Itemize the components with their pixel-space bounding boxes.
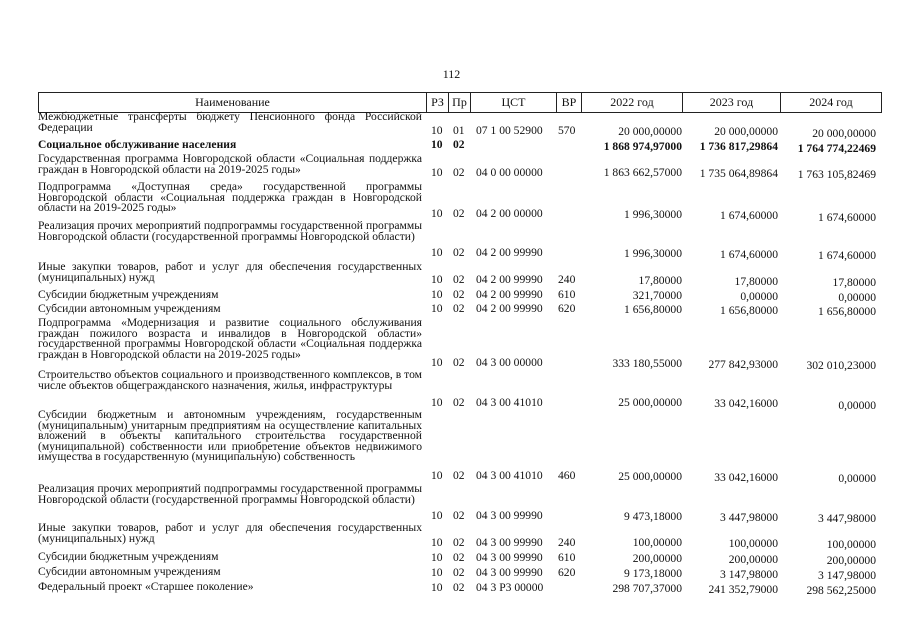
row-2023: 241 352,79000: [708, 583, 778, 596]
row-cst: 04 3 P3 00000: [476, 581, 544, 594]
row-cst: 04 3 00 00000: [476, 356, 543, 369]
row-rz: 10: [431, 581, 443, 594]
row-name: Субсидии бюджетным учреждениям: [38, 550, 219, 563]
row-cst: 04 3 00 99990: [476, 509, 543, 522]
row-2023: 33 042,16000: [714, 471, 778, 484]
row-name: Реализация прочих мероприятий подпрограммы государственной программы Новгородской области (государственной программы Новгородской области): [38, 219, 422, 243]
row-2023: 1 735 064,89864: [699, 167, 778, 180]
header-vr: ВР: [556, 93, 581, 112]
row-2024: 0,00000: [838, 399, 876, 412]
row-pr: 02: [453, 566, 465, 579]
row-cst: 04 2 00 99990: [476, 246, 543, 259]
row-2024: 1 674,60000: [818, 211, 876, 224]
row-2022: 100,00000: [632, 536, 682, 549]
row-rz: 10: [431, 536, 443, 549]
row-2024: 0,00000: [838, 472, 876, 485]
row-pr: 02: [453, 536, 465, 549]
row-cst: 04 3 00 99990: [476, 566, 543, 579]
row-pr: 02: [453, 207, 465, 220]
row-rz: 10: [431, 566, 443, 579]
row-2024: 0,00000: [838, 291, 876, 304]
row-cst: 04 3 00 99990: [476, 536, 543, 549]
row-cst: 04 3 00 41010: [476, 396, 543, 409]
row-2022: 1 656,80000: [624, 303, 682, 316]
header-name: Наименование: [38, 93, 426, 112]
row-pr: 02: [453, 356, 465, 369]
row-pr: 02: [453, 509, 465, 522]
row-2023: 200,00000: [728, 553, 778, 566]
row-2024: 3 147,98000: [818, 569, 876, 582]
row-name: Социальное обслуживание населения: [38, 138, 237, 151]
row-2023: 3 147,98000: [720, 568, 778, 581]
row-2022: 1 863 662,57000: [603, 166, 682, 179]
row-2023: 3 447,98000: [720, 511, 778, 524]
row-rz: 10: [431, 469, 443, 482]
row-2022: 9 473,18000: [624, 510, 682, 523]
row-2023: 20 000,00000: [714, 125, 778, 138]
row-cst: 04 3 00 41010: [476, 469, 543, 482]
row-2024: 1 764 774,22469: [797, 142, 876, 155]
row-rz: 10: [431, 273, 443, 286]
row-pr: 02: [453, 396, 465, 409]
row-2024: 298 562,25000: [806, 584, 876, 597]
row-name: Субсидии автономным учреждениям: [38, 302, 221, 315]
row-2022: 25 000,00000: [618, 396, 682, 409]
row-2023: 1 656,80000: [720, 304, 778, 317]
row-pr: 02: [453, 302, 465, 315]
row-2024: 302 010,23000: [806, 359, 876, 372]
row-pr: 02: [453, 246, 465, 259]
row-2022: 200,00000: [632, 552, 682, 565]
row-2023: 1 674,60000: [720, 209, 778, 222]
row-cst: 04 2 00 00000: [476, 207, 543, 220]
row-pr: 02: [453, 273, 465, 286]
row-vr: 610: [558, 551, 576, 564]
row-2024: 200,00000: [826, 554, 876, 567]
row-2022: 25 000,00000: [618, 470, 682, 483]
header-2024: 2024 год: [780, 93, 882, 112]
row-name: Субсидии бюджетным и автономным учреждениям, государственным (муниципальным) унитарным предприятиям на осуществление капитальных вложений в объекты капитального строительства государственной (муниципальной) собственности или приобретение объектов недвижимого имущества в государственную (муниципальную) собственность: [38, 408, 422, 464]
row-2024: 1 656,80000: [818, 305, 876, 318]
row-2023: 0,00000: [740, 290, 778, 303]
row-name: Подпрограмма «Доступная среда» государственной программы Новгородской области «Социальная поддержка граждан в Новгородской области на 2019-2025 годы»: [38, 180, 422, 215]
row-vr: 620: [558, 566, 576, 579]
row-2024: 1 674,60000: [818, 249, 876, 262]
row-rz: 10: [431, 138, 443, 151]
row-2022: 321,70000: [632, 289, 682, 302]
row-cst: 04 2 00 99990: [476, 302, 543, 315]
row-2024: 3 447,98000: [818, 512, 876, 525]
row-pr: 02: [453, 469, 465, 482]
row-2024: 20 000,00000: [812, 127, 876, 140]
row-rz: 10: [431, 246, 443, 259]
row-2022: 9 173,18000: [624, 567, 682, 580]
row-name: Реализация прочих мероприятий подпрограммы государственной программы Новгородской области (государственной программы Новгородской области): [38, 482, 422, 506]
row-rz: 10: [431, 288, 443, 301]
row-name: Строительство объектов социального и производственного комплексов, в том числе объектов общегражданского назначения, жилья, инфраструктуры: [38, 368, 422, 392]
row-2022: 17,80000: [638, 274, 682, 287]
row-vr: 240: [558, 536, 576, 549]
row-pr: 02: [453, 288, 465, 301]
row-cst: 04 3 00 99990: [476, 551, 543, 564]
row-rz: 10: [431, 551, 443, 564]
row-pr: 02: [453, 581, 465, 594]
row-vr: 620: [558, 302, 576, 315]
row-2024: 1 763 105,82469: [797, 168, 876, 181]
row-vr: 570: [558, 124, 576, 137]
row-2022: 298 707,37000: [612, 582, 682, 595]
row-rz: 10: [431, 396, 443, 409]
row-vr: 240: [558, 273, 576, 286]
row-2022: 1 996,30000: [624, 208, 682, 221]
row-pr: 02: [453, 138, 465, 151]
row-pr: 02: [453, 551, 465, 564]
row-name: Федеральный проект «Старшее поколение»: [38, 580, 254, 593]
row-cst: 04 2 00 99990: [476, 288, 543, 301]
row-rz: 10: [431, 166, 443, 179]
row-rz: 10: [431, 302, 443, 315]
row-vr: 460: [558, 469, 576, 482]
row-cst: 07 1 00 52900: [476, 124, 543, 137]
row-2024: 17,80000: [832, 276, 876, 289]
header-cst: ЦСТ: [470, 93, 556, 112]
row-pr: 01: [453, 124, 465, 137]
row-name: Субсидии автономным учреждениям: [38, 565, 221, 578]
row-2022: 1 868 974,97000: [603, 140, 682, 153]
row-2023: 17,80000: [734, 275, 778, 288]
row-pr: 02: [453, 166, 465, 179]
page-number: 112: [442, 67, 461, 81]
row-2023: 1 736 817,29864: [699, 140, 778, 153]
row-rz: 10: [431, 124, 443, 137]
row-cst: 04 0 00 00000: [476, 166, 543, 179]
row-name: Иные закупки товаров, работ и услуг для обеспечения государственных (муниципальных) нужд: [38, 521, 422, 545]
row-rz: 10: [431, 509, 443, 522]
row-rz: 10: [431, 207, 443, 220]
row-2023: 100,00000: [728, 537, 778, 550]
row-cst: 04 2 00 99990: [476, 273, 543, 286]
row-2024: 100,00000: [826, 538, 876, 551]
row-2023: 33 042,16000: [714, 397, 778, 410]
row-rz: 10: [431, 356, 443, 369]
row-vr: 610: [558, 288, 576, 301]
row-2023: 1 674,60000: [720, 248, 778, 261]
row-2022: 20 000,00000: [618, 125, 682, 138]
row-name: Межбюджетные трансферты бюджету Пенсионного фонда Российской Федерации: [38, 110, 422, 134]
header-rz: РЗ: [426, 93, 448, 112]
row-2022: 1 996,30000: [624, 247, 682, 260]
row-name: Субсидии бюджетным учреждениям: [38, 288, 219, 301]
header-2022: 2022 год: [581, 93, 682, 112]
row-name: Подпрограмма «Модернизация и развитие социального обслуживания граждан пожилого возраста и инвалидов в Новгородской области» государственной программы Новгородской области «Социальная поддержка граждан в Новгородской области на 2019-2025 годы»: [38, 316, 422, 361]
header-2023: 2023 год: [682, 93, 780, 112]
header-pr: Пр: [448, 93, 470, 112]
row-2022: 333 180,55000: [612, 357, 682, 370]
row-2023: 277 842,93000: [708, 358, 778, 371]
row-name: Государственная программа Новгородской области «Социальная поддержка граждан в Новгородской области на 2019-2025 годы»: [38, 152, 422, 176]
row-name: Иные закупки товаров, работ и услуг для обеспечения государственных (муниципальных) нужд: [38, 260, 422, 284]
